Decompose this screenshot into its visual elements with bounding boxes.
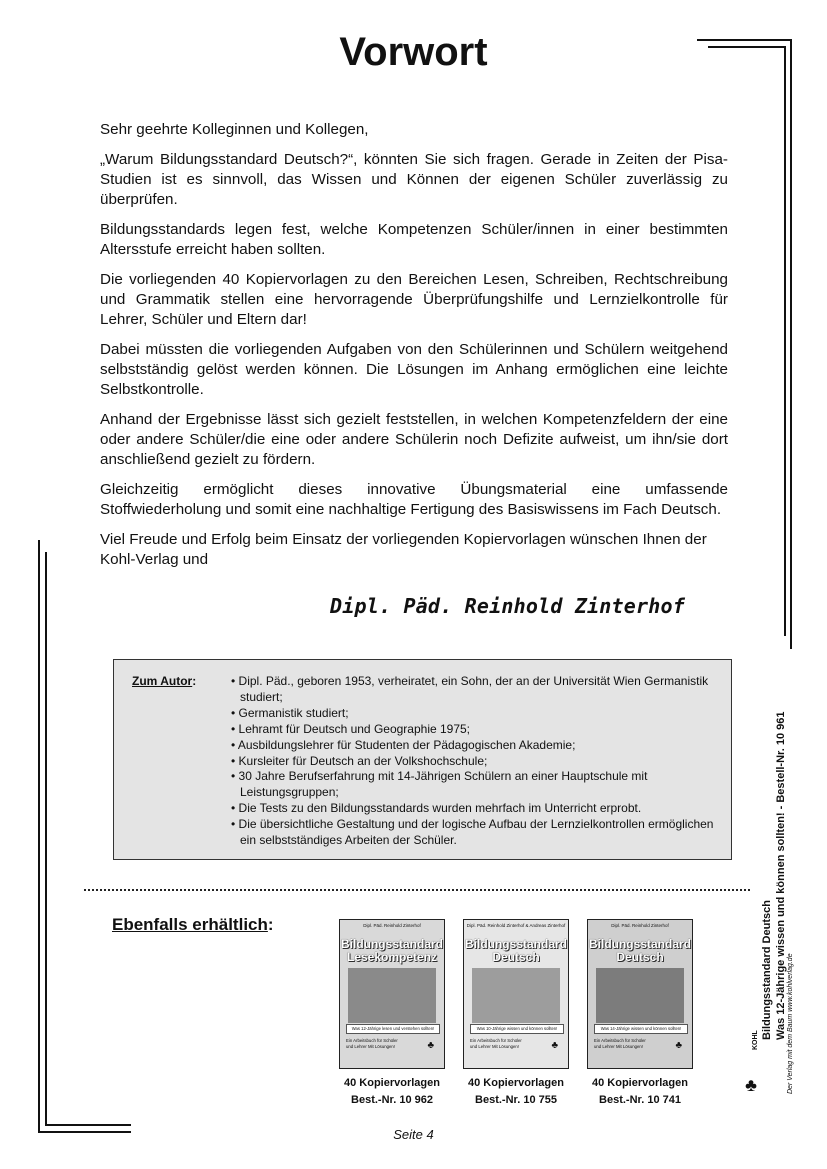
tree-logo-icon: ♣: [675, 1040, 682, 1051]
book-cover-deutsch-10[interactable]: [463, 919, 569, 1069]
author-list-item: • Ausbildungslehrer für Studenten der Pädagogischen Akademie;: [231, 737, 576, 752]
book-cover-photo: [596, 968, 684, 1023]
paragraph: Anhand der Ergebnisse lässt sich gezielt feststellen, in welchen Kompetenzfeldern der eine oder andere Schüler/die eine oder andere Schülerin noch Defizite aufweist, um ihn/sie dort anschließend gezielt zu fördern.: [100, 411, 728, 468]
paragraph: „Warum Bildungsstandard Deutsch?“, könnten Sie sich fragen. Gerade in Zeiten der Pisa-Studien ist es sinnvoll, das Wissen und Können der eigenen Schüler zuverlässig zu überprüfen.: [100, 151, 728, 208]
author-list-item: • Lehramt für Deutsch und Geographie 1975;: [231, 721, 471, 736]
book-cover-author: Dipl. Päd. Reinhold Zinterhof: [363, 923, 421, 928]
frame-line-bottom-left-v2: [45, 552, 47, 1125]
book-cover-banner: Was 12-Jährige lesen und verstehen sollten!: [346, 1024, 440, 1034]
book-caption-count: 40 Kopiervorlagen: [344, 1077, 440, 1089]
book-cover-deutsch-14[interactable]: [587, 919, 693, 1069]
book-cover-small-text: Ein Arbeitsbuch für Schüler und Lehrer Mit Lösungen!: [346, 1038, 398, 1049]
frame-line-top-right-v1: [784, 46, 786, 636]
book-caption-number: Best.-Nr. 10 755: [475, 1094, 557, 1106]
paragraph: Sehr geehrte Kolleginnen und Kollegen,: [100, 121, 369, 138]
tree-logo-icon: ♣: [745, 1075, 757, 1095]
dotted-separator: [84, 889, 750, 891]
book-cover-title: Bildungsstandard: [464, 937, 567, 951]
book-cover-banner: Was 10-Jährige wissen und können sollten!: [470, 1024, 564, 1034]
book-cover-lesekompetenz[interactable]: [339, 919, 445, 1069]
author-box: [113, 659, 732, 860]
book-cover-subtitle: Deutsch: [616, 950, 664, 964]
also-available-heading: [112, 915, 274, 935]
publisher-tagline-url: [787, 953, 794, 1094]
book-caption-count: 40 Kopiervorlagen: [592, 1077, 688, 1089]
side-subtitle-order-number: Was 12-Jährige wissen und können sollten! - Bestell-Nr. 10 961: [775, 711, 787, 1040]
book-caption-number: Best.-Nr. 10 962: [351, 1094, 433, 1106]
book-caption: [327, 1075, 457, 1109]
author-list: [231, 674, 721, 849]
author-list-item: • Die übersichtliche Gestaltung und der logische Aufbau der Lernzielkontrollen ermöglichen ein selbstständiges Arbeiten der Schüler.: [231, 817, 714, 848]
publisher-tagline: Der Verlag mit dem Baum: [787, 1013, 794, 1094]
author-label: [132, 674, 196, 688]
publisher-url: www.kohlverlag.de: [787, 953, 794, 1012]
author-label-colon: :: [192, 674, 197, 688]
book-cover-title: Bildungsstandard: [588, 937, 691, 951]
book-cover-title: Bildungsstandard: [340, 937, 443, 951]
tree-logo-icon: ♣: [427, 1040, 434, 1051]
book-cover-photo: [472, 968, 560, 1023]
book-cover-subtitle: Deutsch: [492, 950, 540, 964]
paragraph: Dabei müssten die vorliegenden Aufgaben von den Schülerinnen und Schülern weitgehend selbstständig gelöst werden können. Die Lösungen im Anhang ermöglichen eine leichte Selbstkontrolle.: [100, 341, 728, 398]
book-cover-small-text: Ein Arbeitsbuch für Schüler und Lehrer Mit Lösungen!: [470, 1038, 522, 1049]
author-list-item: • Dipl. Päd., geboren 1953, verheiratet, ein Sohn, der an der Universität Wien Germanistik studiert;: [231, 674, 709, 704]
book-caption-number: Best.-Nr. 10 741: [599, 1094, 681, 1106]
author-list-item: • Kursleiter für Deutsch an der Volkshochschule;: [231, 753, 488, 768]
publisher-name: KOHL: [752, 1030, 759, 1050]
book-cover-photo: [348, 968, 436, 1023]
book-cover-subtitle: Lesekompetenz: [346, 950, 438, 964]
book-caption: [451, 1075, 581, 1109]
preface-body: [100, 120, 728, 580]
author-list-item: • Germanistik studiert;: [231, 705, 349, 720]
paragraph: Die vorliegenden 40 Kopiervorlagen zu den Bereichen Lesen, Schreiben, Rechtschreibung und Grammatik stellen eine hervorragende Überprüfungshilfe und Lernzielkontrolle für Lehrer, Schüler und Eltern dar!: [100, 271, 728, 328]
also-available-label: Ebenfalls erhältlich: [112, 915, 268, 934]
author-list-item: • Die Tests zu den Bildungsstandards wurden mehrfach im Unterricht erprobt.: [231, 801, 642, 816]
book-cover-author: Dipl. Päd. Reinhold Zinterhof: [611, 923, 669, 928]
paragraph: Bildungsstandards legen fest, welche Kompetenzen Schüler/innen in einer bestimmten Altersstufe erreicht haben sollten.: [100, 221, 728, 258]
book-caption: [575, 1075, 705, 1109]
page-number: Seite 4: [393, 1127, 434, 1142]
page-title: Vorwort: [339, 30, 488, 74]
also-available-colon: :: [267, 915, 274, 934]
author-list-item: • 30 Jahre Berufserfahrung mit 14-Jährigen Schülern an einer Hauptschule mit Leistungsgruppen;: [231, 769, 648, 800]
frame-line-top-right-v2: [790, 39, 792, 649]
side-title: Bildungsstandard Deutsch: [761, 900, 773, 1040]
paragraph: Gleichzeitig ermöglicht dieses innovative Übungsmaterial eine umfassende Stoffwiederholung und somit eine nachhaltige Fertigung des Basiswissens im Fach Deutsch.: [100, 481, 728, 518]
book-cover-small-text: Ein Arbeitsbuch für Schüler und Lehrer Mit Lösungen!: [594, 1038, 646, 1049]
book-cover-banner: Was 14-Jährige wissen und können sollten!: [594, 1024, 688, 1034]
signature: Dipl. Päd. Reinhold Zinterhof: [330, 594, 685, 618]
book-caption-count: 40 Kopiervorlagen: [468, 1077, 564, 1089]
frame-line-bottom-left-v1: [38, 540, 40, 1133]
author-label-text: Zum Autor: [132, 674, 193, 688]
book-cover-author: Dipl. Päd. Reinhold Zinterhof & Andreas Zinterhof: [466, 923, 566, 928]
paragraph: Viel Freude und Erfolg beim Einsatz der vorliegenden Kopiervorlagen wünschen Ihnen der Kohl-Verlag und: [100, 531, 707, 568]
tree-logo-icon: ♣: [551, 1040, 558, 1051]
frame-line-bottom-left-h1: [45, 1124, 131, 1126]
